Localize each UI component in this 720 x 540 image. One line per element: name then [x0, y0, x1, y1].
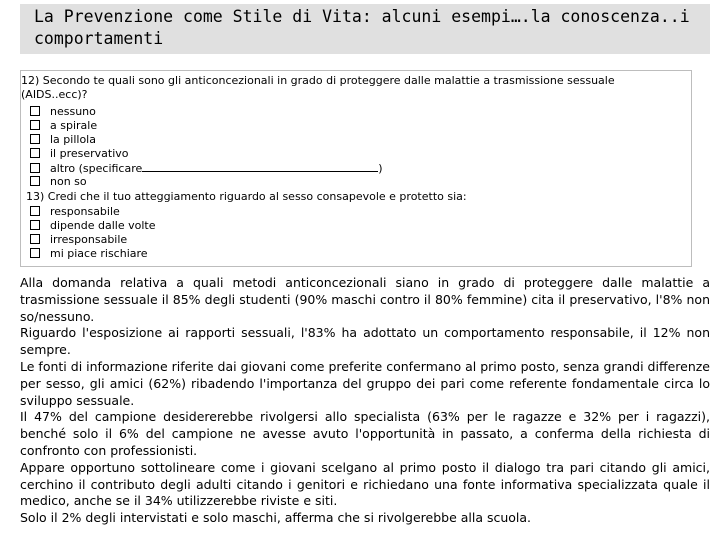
slide-title — [20, 4, 710, 54]
paragraph: Riguardo l'esposizione ai rapporti sessuali, l'83% ha adottato un comportamento responsabile, il 12% non sempre. — [20, 325, 710, 358]
title-line-2: comportamenti — [34, 29, 164, 48]
questionnaire-image — [20, 70, 692, 267]
paragraph: Alla domanda relativa a quali metodi anticoncezionali siano in grado di proteggere dalle malattie a trasmissione sessuale il 85% degli studenti (90% maschi contro il 80% femmine) cita il preservativo, l'8% non so/nessuno. — [20, 275, 710, 324]
option-label: il preservativo — [50, 147, 129, 160]
checkbox-icon — [30, 176, 40, 186]
q13-option — [30, 219, 155, 233]
checkbox-icon — [30, 148, 40, 158]
option-label: irresponsabile — [50, 233, 128, 246]
option-close-paren: ) — [378, 162, 383, 175]
paragraph: Solo il 2% degli intervistati e solo maschi, afferma che si rivolgerebbe alla scuola. — [20, 510, 532, 526]
q12-option — [30, 133, 96, 147]
option-label: dipende dalle volte — [50, 219, 156, 232]
checkbox-icon — [30, 248, 40, 258]
q12-option — [30, 175, 87, 189]
checkbox-icon — [30, 106, 40, 116]
q13-option — [30, 205, 120, 219]
option-label: altro (specificare — [50, 162, 143, 175]
q12-option-other — [30, 161, 383, 176]
title-line-1: La Prevenzione come Stile di Vita: alcuni esempi….la conoscenza..i — [34, 7, 690, 26]
q12-option — [30, 119, 97, 133]
checkbox-icon — [30, 234, 40, 244]
q12-option — [30, 147, 129, 161]
q13-option — [30, 247, 148, 261]
checkbox-icon — [30, 206, 40, 216]
commentary-text — [20, 275, 710, 527]
question-12-text-cont: (AIDS..ecc)? — [21, 88, 88, 101]
paragraph: Il 47% del campione desidererebbe rivolgersi allo specialista (63% per le ragazze e 32% per i ragazzi), benché solo il 6% del campione ne avesse avuto l'opportunità in passato, a conferma della richiesta di confronto con professionisti. — [20, 409, 710, 458]
checkbox-icon — [30, 163, 40, 173]
checkbox-icon — [30, 134, 40, 144]
checkbox-icon — [30, 120, 40, 130]
question-13-text: 13) Credi che il tuo atteggiamento riguardo al sesso consapevole e protetto sia: — [26, 190, 467, 203]
fill-in-blank — [142, 161, 378, 172]
q12-option — [30, 105, 96, 119]
paragraph: Appare opportuno sottolineare come i giovani scelgano al primo posto il dialogo tra pari citando gli amici, cerchino il contributo degli adulti citando i genitori e richiedano una fonte informativa specializzata quale il medico, anche se il 34% utilizzerebbe riviste e siti. — [20, 459, 710, 509]
option-label: responsabile — [50, 205, 120, 218]
option-label: mi piace rischiare — [50, 247, 148, 260]
question-12-text: 12) Secondo te quali sono gli anticoncezionali in grado di proteggere dalle malattie a trasmissione sessuale — [21, 74, 615, 87]
checkbox-icon — [30, 220, 40, 230]
option-label: nessuno — [50, 105, 96, 118]
option-label: non so — [50, 175, 87, 188]
paragraph: Le fonti di informazione riferite dai giovani come preferite confermano al primo posto, senza grandi differenze per sesso, gli amici (62%) ribadendo l'importanza del gruppo dei pari come referente fondamentale circa lo sviluppo sessuale. — [20, 358, 710, 408]
q13-option — [30, 233, 127, 247]
option-label: la pillola — [50, 133, 96, 146]
option-label: a spirale — [50, 119, 98, 132]
